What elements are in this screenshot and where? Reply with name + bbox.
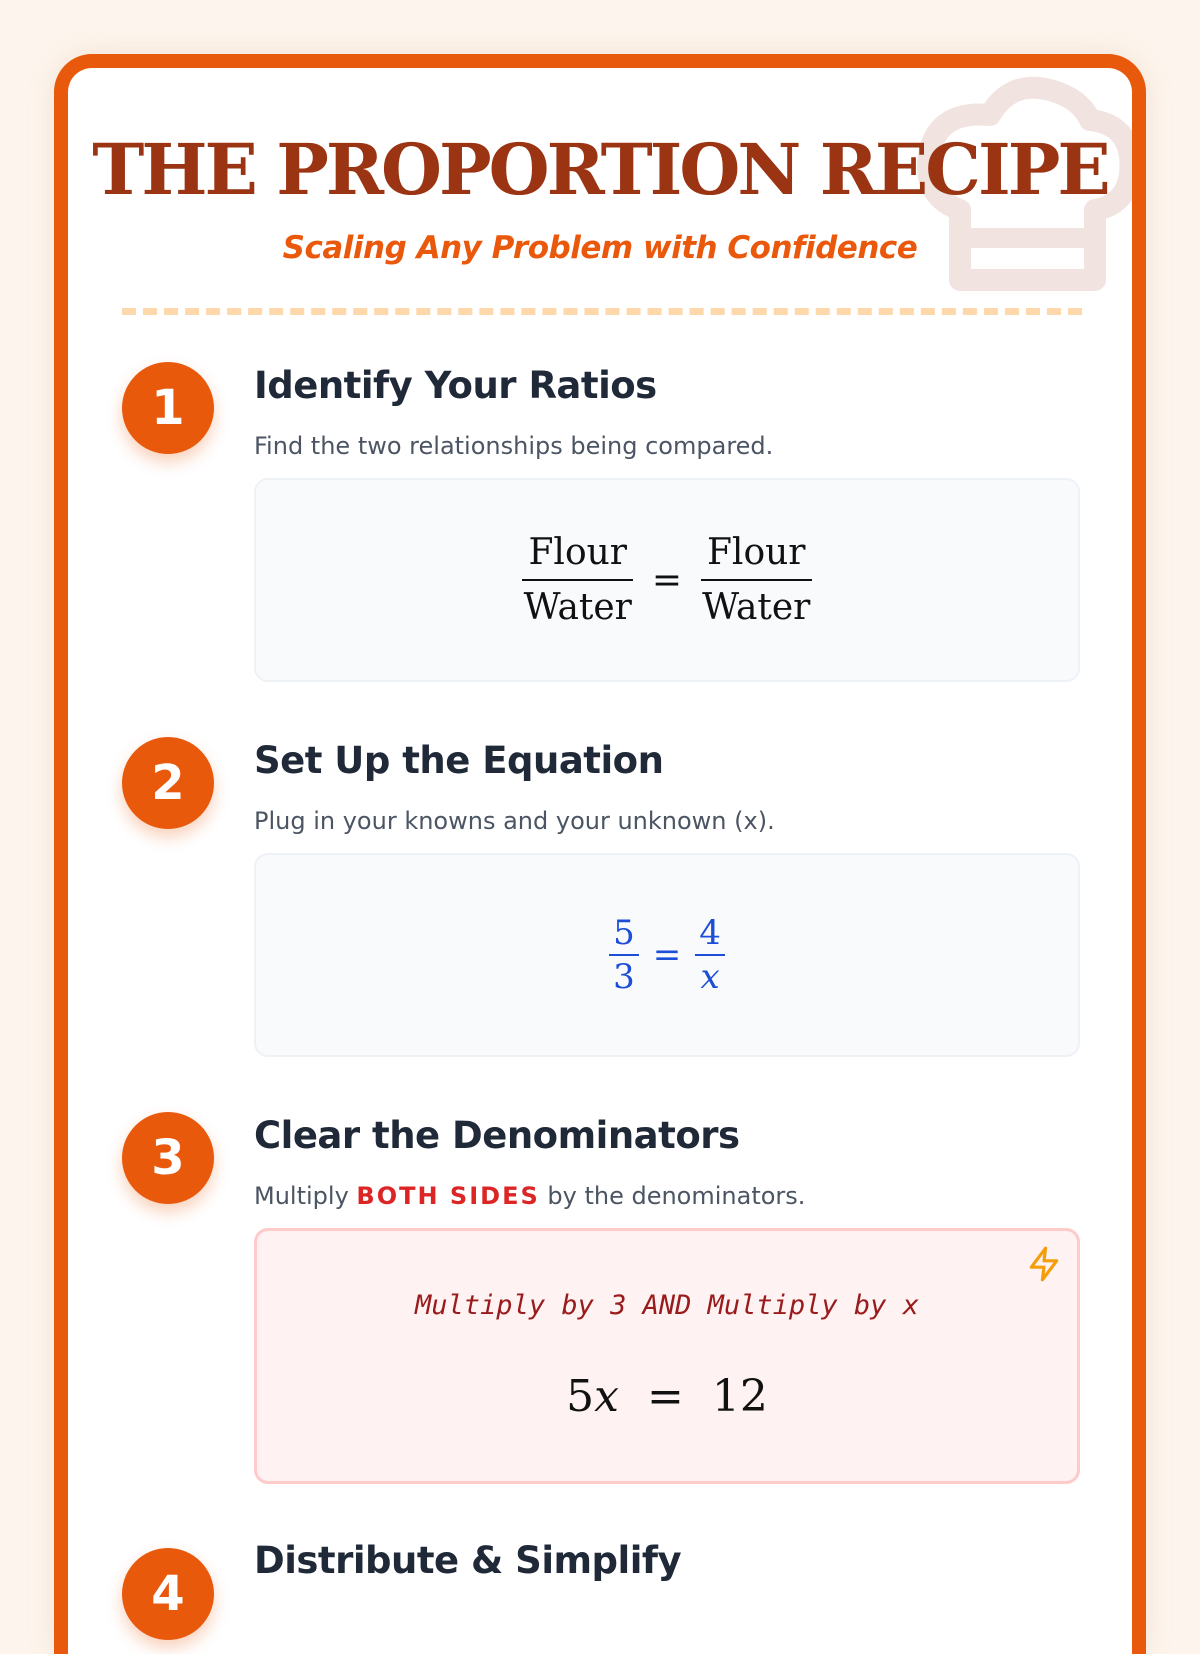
left-denominator: Water [523,587,632,628]
description-emphasis: BOTH SIDES [356,1182,540,1210]
step-2-description: Plug in your knowns and your unknown (x). [254,807,775,835]
right-denominator: Water [702,587,811,628]
page-subtitle: Scaling Any Problem with Confidence [282,230,918,266]
dashed-divider [122,308,1082,315]
coefficient: 5 [566,1371,595,1422]
left-numerator: Flour [522,530,633,581]
equals-sign: = [652,935,682,975]
lightning-icon [1025,1245,1063,1283]
variable: x [594,1371,619,1422]
step-3-title: Clear the Denominators [254,1114,740,1157]
step-4-title: Distribute & Simplify [254,1539,682,1582]
step-3-description [254,1182,805,1210]
page-title: THE PROPORTION RECIPE [92,128,1108,211]
step-1-description: Find the two relationships being compared. [254,432,774,460]
proportion-equation [609,912,725,999]
description-suffix: by the denominators. [547,1182,806,1210]
result-value: 12 [711,1371,768,1422]
step-3-alert-box [254,1228,1080,1484]
left-fraction [609,912,639,999]
step-1-math-box [254,478,1080,682]
left-denominator: 3 [613,957,635,997]
equals-sign: = [651,559,683,601]
step-2-math-box [254,853,1080,1057]
step-1-badge: 1 [122,362,214,454]
right-numerator: 4 [695,912,725,957]
description-prefix: Multiply [254,1182,349,1210]
step-3-badge: 3 [122,1112,214,1204]
step-2-badge: 2 [122,737,214,829]
step-2-title: Set Up the Equation [254,739,664,782]
right-numerator: Flour [701,530,812,581]
result-equation [566,1371,768,1422]
right-fraction [695,912,725,999]
right-fraction [696,530,816,630]
equals-sign: = [646,1371,684,1422]
ratio-equation [518,530,817,630]
step-1-title: Identify Your Ratios [254,364,657,407]
step-4-badge: 4 [122,1548,214,1640]
multiply-note: Multiply by 3 AND Multiply by x [415,1290,919,1321]
left-numerator: 5 [609,912,639,957]
recipe-card [54,54,1146,1654]
left-fraction [518,530,638,630]
right-denominator: x [700,957,720,997]
